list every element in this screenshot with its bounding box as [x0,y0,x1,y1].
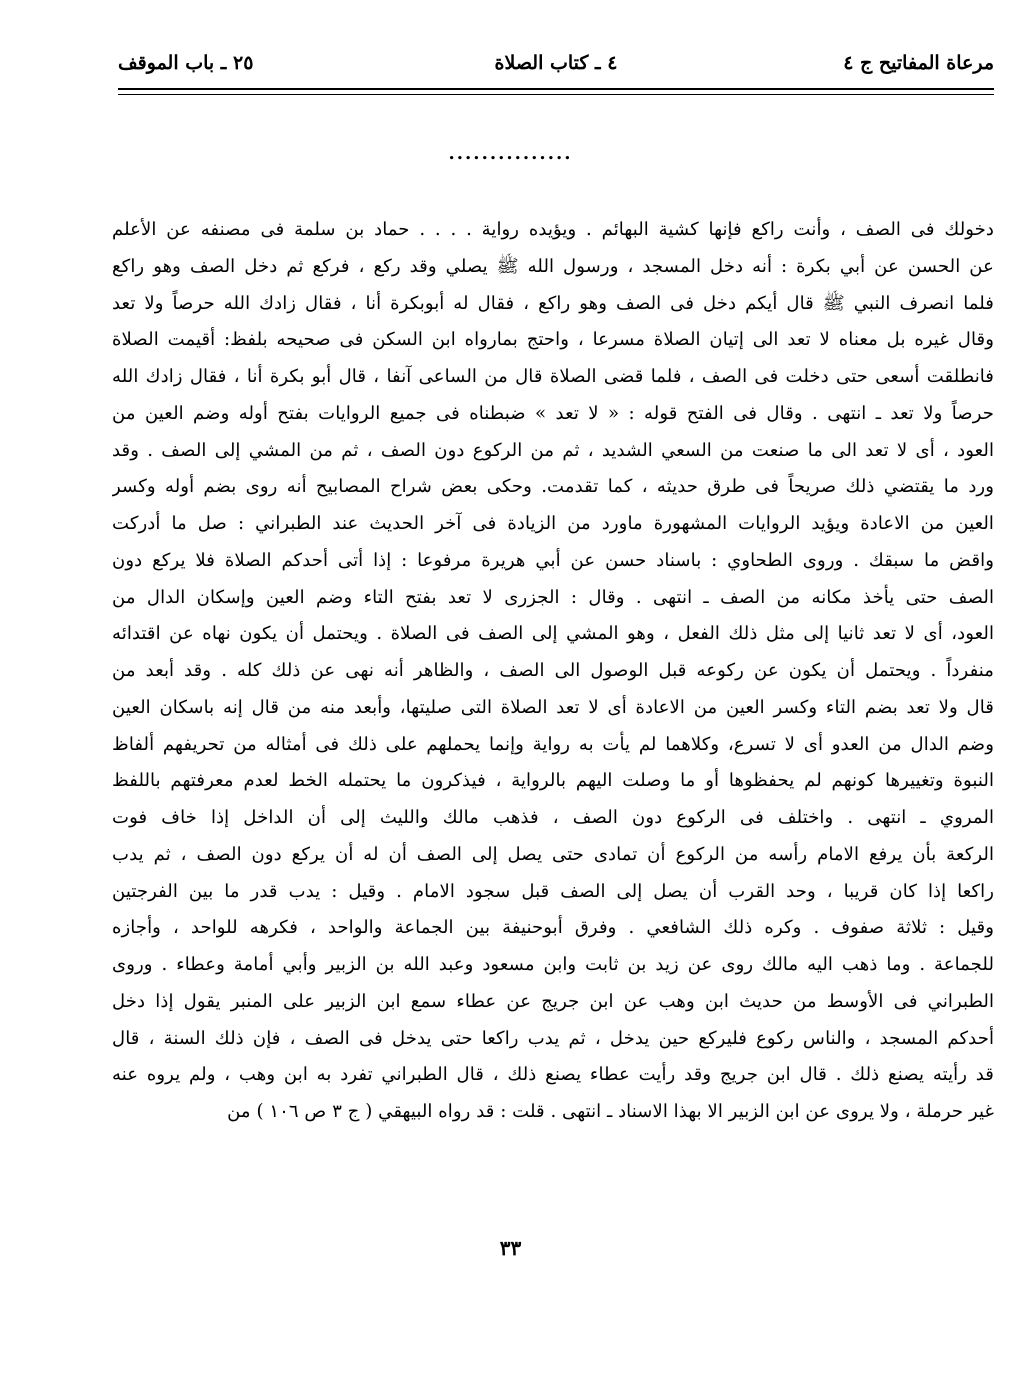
header-rule-thin [118,94,994,95]
text-line: واقض ما سبقك . وروى الطحاوي : باسناد حسن عن أبي هريرة مرفوعا : إذا أتى أحدكم الصلاة فلا يركع دون [112,549,994,571]
text-line: دخولك فى الصف ، وأنت راكع فإنها كشية البهائم . ويؤيده رواية . . . . حماد بن سلمة فى مصنفه عن الأعلم [112,219,994,240]
text-line: راكعا إذا كان قريبا ، وحد القرب أن يصل إلى الصف قبل سجود الامام . وقيل : يدب قدر ما بين الفرجتين [112,880,994,902]
text-line: الصف حتى يأخذ مكانه من الصف ـ انتهى . وقال : الجزرى لا تعد بفتح التاء وضم العين وإسكان الدال من [112,586,994,608]
header-rule-thick [118,88,994,90]
text-line: غير حرملة ، ولا يروى عن ابن الزبير الا بهذا الاسناد ـ انتهى . قلت : قد رواه البيهقي ( ج ٣ ص ١٠٦ ) من [227,1101,994,1122]
text-line: الركعة بأن يرفع الامام رأسه من الركوع أن تمادى حتى يصل إلى الصف أن له أن يركع دون الصف ، ثم يدب [112,843,994,865]
text-line: وقال غيره بل معناه لا تعد الى إتيان الصلاة مسرعا ، واحتج بمارواه ابن السكن فى صحيحه بلفظ: أقيمت الصلاة [112,329,994,351]
text-line: العين من الاعادة ويؤيد الروايات المشهورة ماورد من الزيادة فى آخر الحديث عند الطبراني : صل ما أدركت [112,513,994,534]
text-line: أحدكم المسجد ، والناس ركوع فليركع حين يدخل ، ثم يدب راكعا حتى يدخل فى الصف ، فإن ذلك السنة ، قال [112,1027,994,1049]
text-line: وقيل : ثلاثة صفوف . وكره ذلك الشافعي . وفرق أبوحنيفة بين الجماعة والواحد ، فكرهه للواحد ، وأجازه [112,917,994,939]
body-text [112,212,994,1131]
text-line: العود ، أى لا تعد الى ما صنعت من السعي الشديد ، ثم من الركوع دون الصف ، ثم من المشي إلى الصف . وقد [112,439,994,461]
running-header [118,52,994,88]
text-line: منفرداً . ويحتمل أن يكون عن ركوعه قبل الوصول الى الصف ، والظاهر أنه نهى عن ذلك كله . وقد أبعد من [112,660,994,681]
dotted-separator: ............... [448,143,573,164]
text-line: وضم الدال من العدو أى لا تسرع، وكلاهما لم يأت به رواية وإنما يحملهم على ذلك فى أمثاله من تحريفهم ألفاظ [112,733,994,755]
text-line: قال ولا تعد بضم التاء وكسر العين من الاعادة أى لا تعد الصلاة التى صليتها، وأبعد منه من قال إنه باسكان العين [112,696,994,718]
text-line: حرصاً ولا تعد ـ انتهى . وقال فى الفتح قوله : « لا تعد » ضبطناه فى جميع الروايات بفتح أوله وضم العين من [112,402,994,424]
text-line: الطبراني فى الأوسط من حديث ابن وهب عن ابن جريج عن عطاء سمع ابن الزبير على المنبر يقول إذا دخل [112,990,994,1012]
page-number: ٣٣ [499,1236,522,1260]
text-line: فانطلقت أسعى حتى دخلت فى الصف ، فلما قضى الصلاة قال من الساعى آنفا ، قال أبو بكرة أنا ، فقال زادك الله [112,366,994,387]
text-line: ورد ما يقتضي ذلك صريحاً فى طرق حديثه ، كما تقدمت. وحكى بعض شراح المصابيح أنه روى بضم أوله وكسر [112,476,994,498]
section-title: ٢٥ ـ باب الموقف [118,52,254,74]
text-line: النبوة وتغييرها كونهم لم يحفظوها أو ما وصلت اليهم بالرواية ، فيذكرون ما يحتمله الخط لعدم معرفتهم باللفظ [112,770,994,792]
text-line: المروي ـ انتهى . واختلف فى الركوع دون الصف ، فذهب مالك والليث إلى أن الداخل إذا خاف فوت [112,807,994,828]
text-line: عن الحسن عن أبي بكرة : أنه دخل المسجد ، ورسول الله ﷺ يصلي وقد ركع ، فركع ثم دخل الصف وهو راكع [112,255,994,277]
chapter-title: ٤ ـ كتاب الصلاة [494,52,618,74]
text-line: للجماعة . وما ذهب اليه مالك روى عن زيد بن ثابت وابن مسعود وعبد الله بن الزبير وأبي أمامة وعطاء . وروى [112,954,994,975]
text-line: قد رأيته يصنع ذلك . قال ابن جريج وقد رأيت عطاء يصنع ذلك ، قال الطبراني تفرد به ابن وهب ، ولم يروه عنه [112,1064,994,1086]
book-title: مرعاة المفاتيح ج ٤ [843,52,994,74]
text-line: العود، أى لا تعد ثانيا إلى مثل ذلك الفعل ، وهو المشي إلى الصف فى الصلاة . ويحتمل أن يكون نهاه عن اقتدائه [112,623,994,645]
text-line: فلما انصرف النبي ﷺ قال أيكم دخل فى الصف وهو راكع ، فقال له أبوبكرة أنا ، فقال زادك الله حرصاً ولا تعد [112,292,994,314]
